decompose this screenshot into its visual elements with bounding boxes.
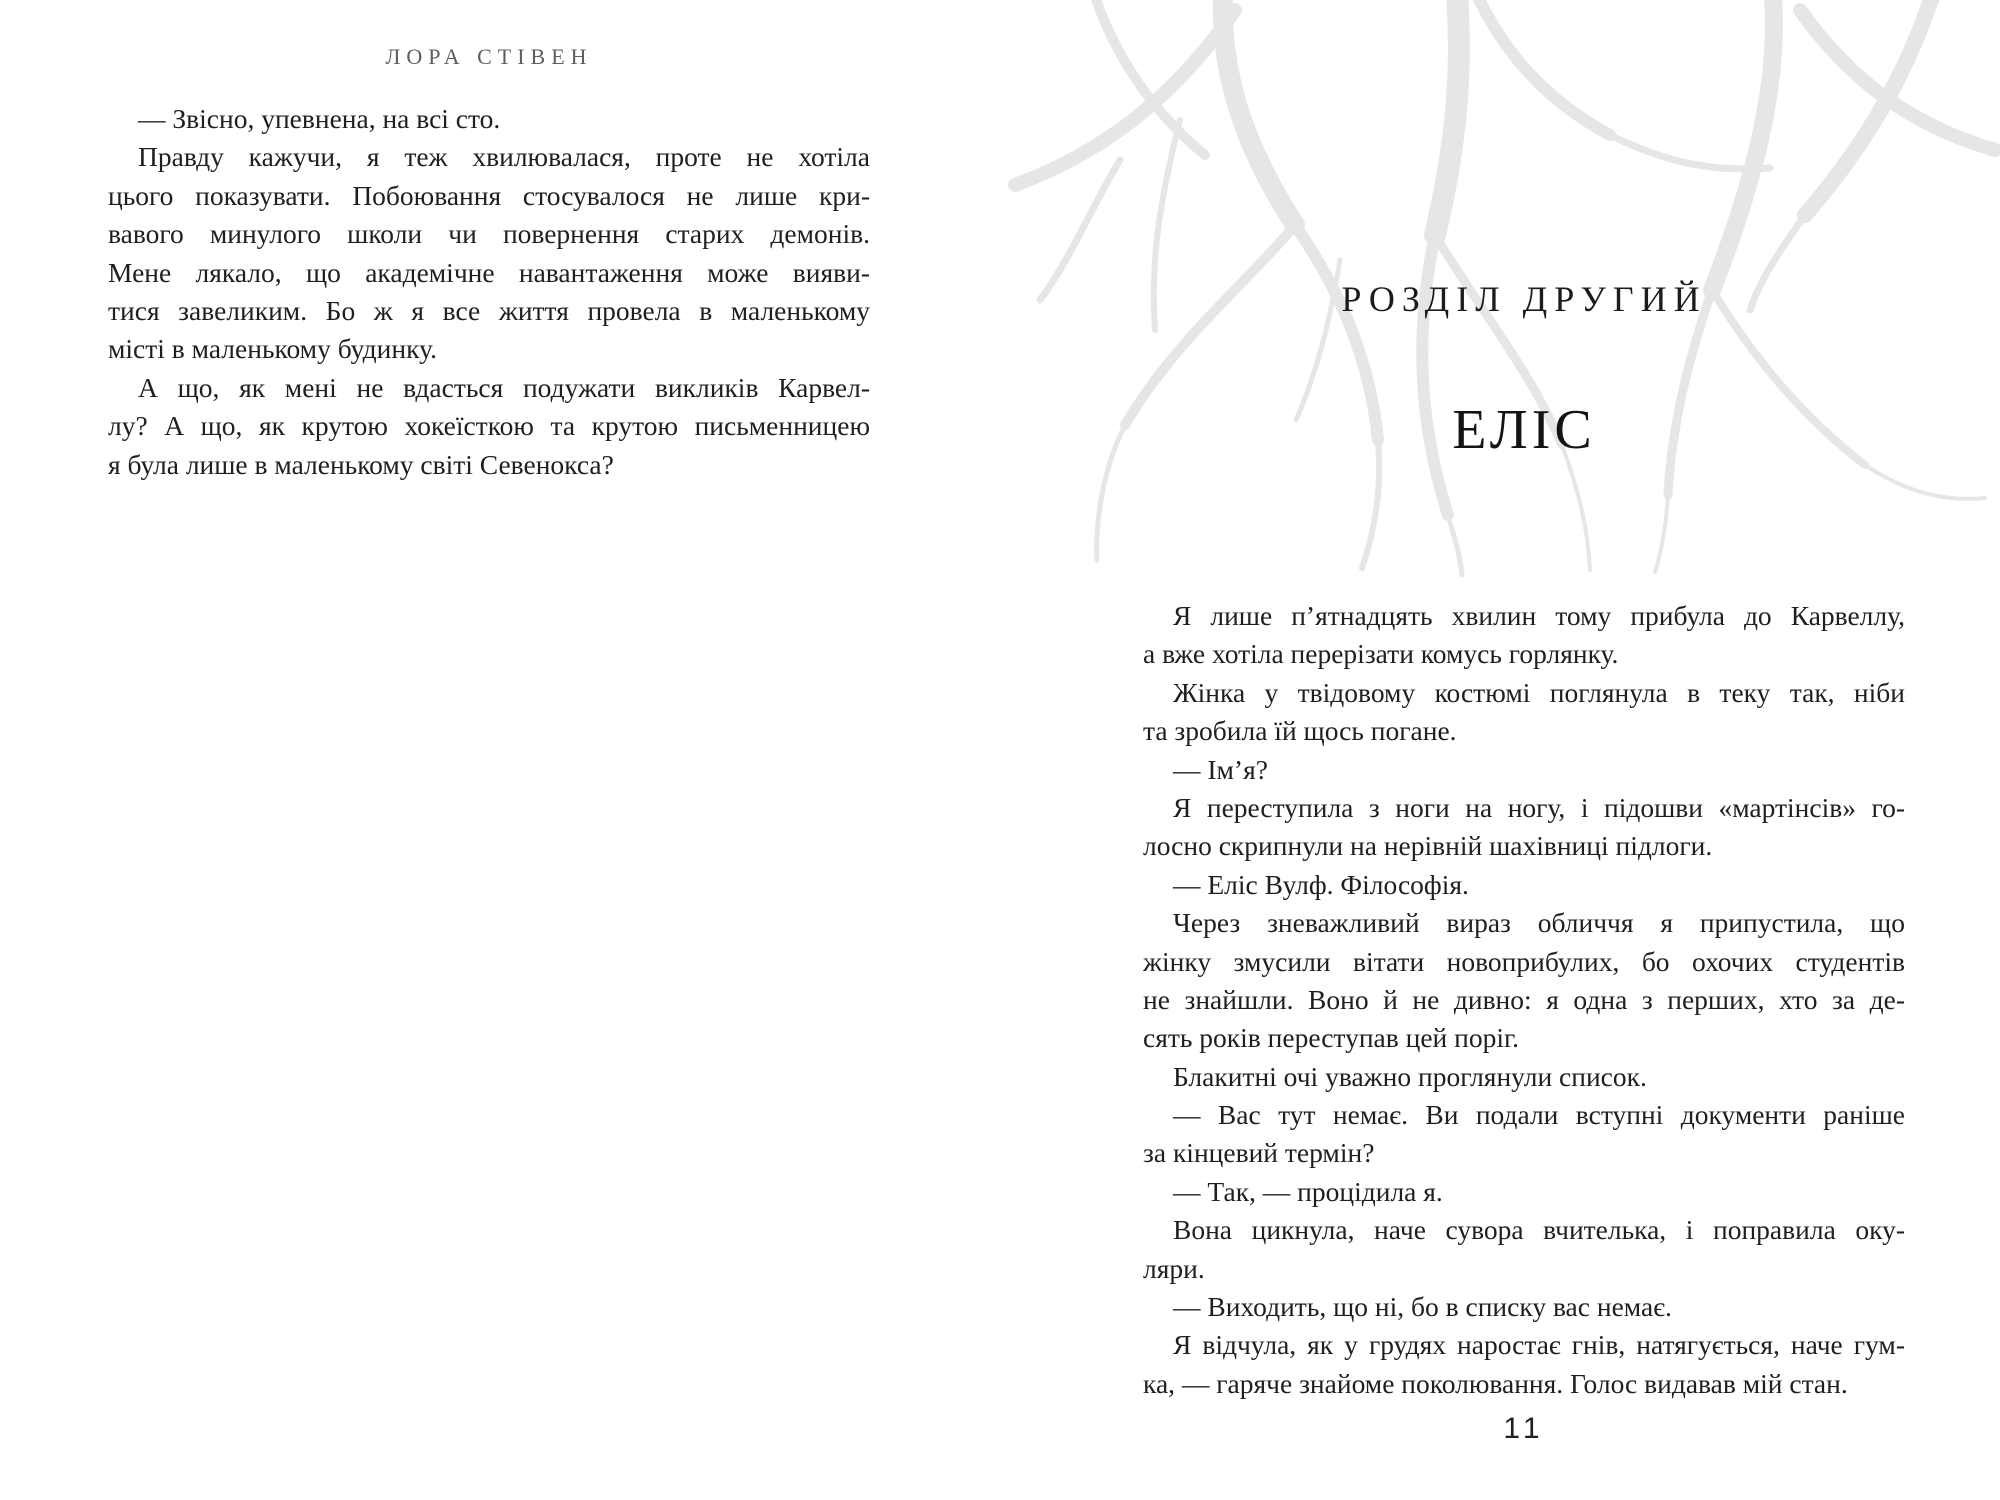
text-line: лу? А що, як крутою хокеїсткою та крутою письменницею bbox=[108, 410, 870, 442]
text-line: Блакитні очі уважно проглянули список. bbox=[1173, 1060, 1647, 1092]
text-line: Вона цикнула, наче сувора вчителька, і поправила оку- bbox=[1173, 1214, 1905, 1246]
text-line: я була лише в маленькому світі Севенокса? bbox=[108, 448, 614, 480]
text-line: лосно скрипнули на нерівній шахівниці підлоги. bbox=[1143, 830, 1713, 862]
right-page bbox=[1000, 0, 2000, 1500]
text-line: місті в маленькому будинку. bbox=[108, 333, 437, 365]
text-line: — Так, — процідила я. bbox=[1173, 1175, 1443, 1207]
running-header: ЛОРА СТІВЕН bbox=[385, 44, 593, 69]
text-line: — Еліс Вулф. Філософія. bbox=[1173, 868, 1469, 900]
chapter-title: ЕЛІС bbox=[1452, 399, 1596, 461]
text-line: Я переступила з ноги на ногу, і підошви «мартінсів» го- bbox=[1173, 791, 1905, 823]
left-text-column bbox=[108, 100, 870, 484]
text-line: та зробила їй щось погане. bbox=[1143, 715, 1457, 747]
text-line: жінку змусили вітати новоприбулих, бо охочих студентів bbox=[1143, 945, 1905, 977]
text-line: не знайшли. Воно й не дивно: я одна з перших, хто за де- bbox=[1143, 983, 1905, 1015]
text-line: — Ім’я? bbox=[1173, 753, 1268, 785]
text-line: — Виходить, що ні, бо в списку вас немає. bbox=[1173, 1291, 1672, 1323]
chapter-label: РОЗДІЛ ДРУГИЙ bbox=[1341, 279, 1707, 319]
text-line: А що, як мені не вдасться подужати викликів Карвел- bbox=[138, 371, 870, 403]
text-line: ляри. bbox=[1143, 1252, 1205, 1284]
page-number: 11 bbox=[1503, 1412, 1545, 1445]
text-line: цього показувати. Побоювання стосувалося не лише кри- bbox=[108, 179, 870, 211]
text-line: вавого минулого школи чи повернення старих демонів. bbox=[108, 218, 870, 250]
text-line: сять років переступав цей поріг. bbox=[1143, 1022, 1520, 1054]
text-line: ка, — гаряче знайоме поколювання. Голос видавав мій стан. bbox=[1143, 1367, 1848, 1399]
text-line: тися завеликим. Бо ж я все життя провела в маленькому bbox=[108, 294, 870, 326]
text-line: а вже хотіла перерізати комусь горлянку. bbox=[1143, 638, 1619, 670]
text-line: Я лише п’ятнадцять хвилин тому прибула до Карвеллу, bbox=[1173, 600, 1905, 631]
text-line: Правду кажучи, я теж хвилювалася, проте не хотіла bbox=[138, 141, 870, 173]
right-text-column bbox=[1143, 597, 1905, 1403]
text-line: Мене лякало, що академічне навантаження може вияви- bbox=[108, 256, 870, 288]
text-line: за кінцевий термін? bbox=[1143, 1137, 1375, 1169]
text-line: Я відчула, як у грудях наростає гнів, натягується, наче гум- bbox=[1173, 1329, 1905, 1361]
text-line: Через зневажливий вираз обличчя я припустила, що bbox=[1173, 907, 1905, 939]
text-line: — Звісно, упевнена, на всі сто. bbox=[138, 103, 501, 134]
text-line: — Вас тут немає. Ви подали вступні документи раніше bbox=[1173, 1099, 1905, 1131]
text-line: Жінка у твідовому костюмі поглянула в теку так, ніби bbox=[1173, 676, 1905, 708]
